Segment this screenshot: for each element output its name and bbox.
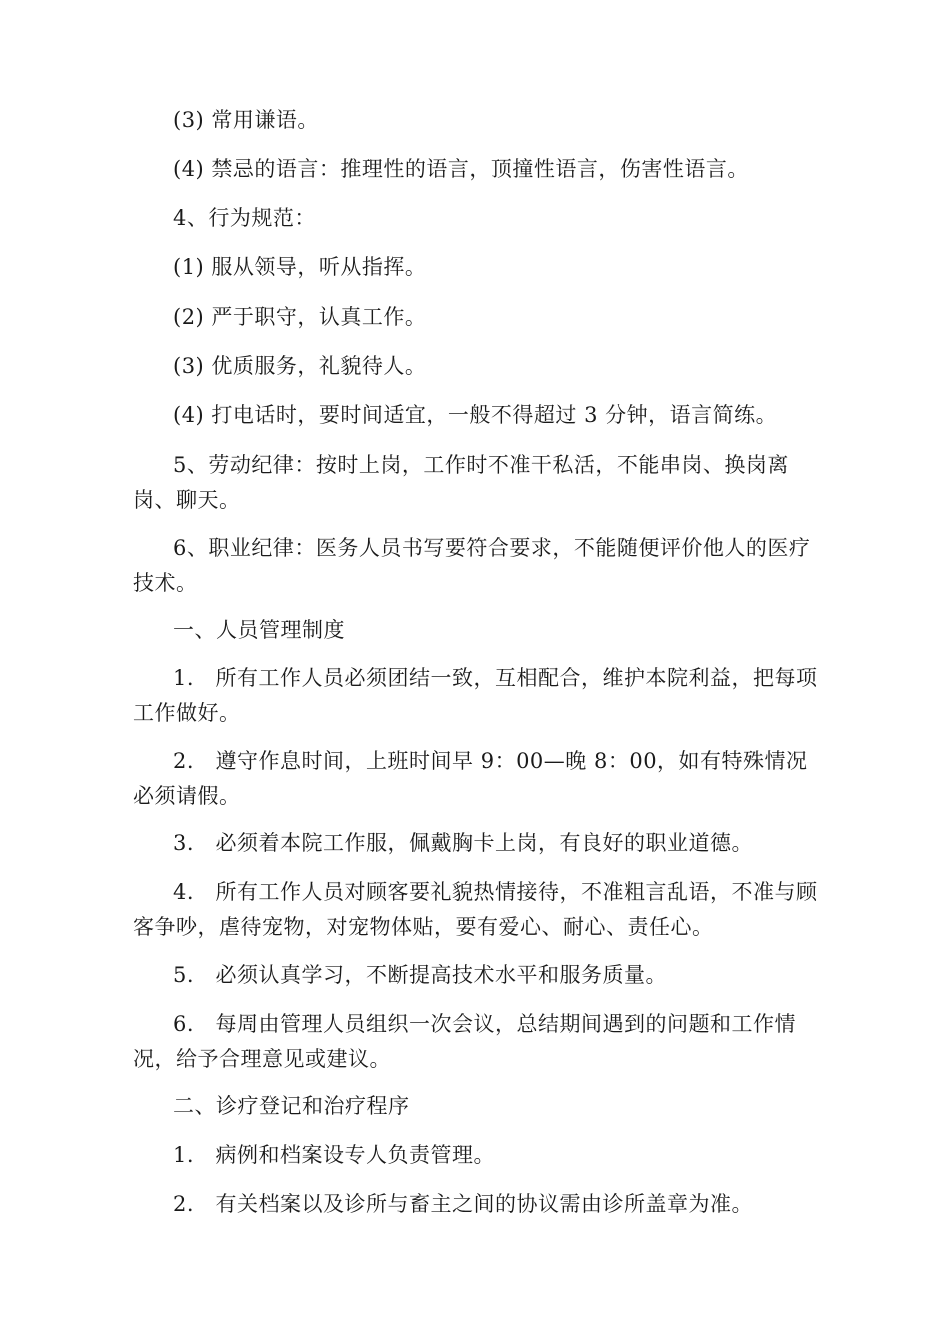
paragraph-17: 2. 有关档案以及诊所与畜主之间的协议需由诊所盖章为准。 — [173, 1192, 754, 1216]
paragraph-7: (4) 打电话时，要时间适宜，一般不得超过 3 分钟，语言简练。 — [173, 403, 778, 427]
section-heading-1: 一、人员管理制度 — [173, 618, 345, 642]
paragraph-14: 5. 必须认真学习，不断提高技术水平和服务质量。 — [173, 963, 668, 987]
paragraph-13: 4. 所有工作人员对顾客要礼貌热情接待，不准粗言乱语，不准与顾客争吵，虐待宠物，对宠物体贴，要有爱心、耐心、责任心。 — [133, 880, 818, 939]
paragraph-6: (3) 优质服务，礼貌待人。 — [173, 354, 427, 378]
paragraph-11: 2. 遵守作息时间，上班时间早 9：00—晚 8：00，如有特殊情况必须请假。 — [133, 749, 808, 808]
paragraph-4: (1) 服从领导，听从指挥。 — [173, 255, 427, 279]
paragraph-12: 3. 必须着本院工作服，佩戴胸卡上岗，有良好的职业道德。 — [173, 831, 754, 855]
paragraph-1: (3) 常用谦语。 — [173, 108, 319, 132]
paragraph-15: 6. 每周由管理人员组织一次会议，总结期间遇到的问题和工作情况，给予合理意见或建议。 — [133, 1012, 797, 1071]
paragraph-16: 1. 病例和档案设专人负责管理。 — [173, 1143, 496, 1167]
paragraph-2: (4) 禁忌的语言：推理性的语言，顶撞性语言，伤害性语言。 — [173, 157, 749, 181]
paragraph-9: 6、职业纪律：医务人员书写要符合要求，不能随便评价他人的医疗技术。 — [133, 536, 811, 595]
paragraph-5: (2) 严于职守，认真工作。 — [173, 305, 427, 329]
paragraph-3: 4、行为规范： — [173, 206, 316, 230]
section-heading-2: 二、诊疗登记和治疗程序 — [173, 1094, 410, 1118]
paragraph-8: 5、劳动纪律：按时上岗，工作时不准干私活，不能串岗、换岗离岗、聊天。 — [133, 453, 789, 512]
paragraph-10: 1. 所有工作人员必须团结一致，互相配合，维护本院利益，把每项工作做好。 — [133, 666, 818, 725]
